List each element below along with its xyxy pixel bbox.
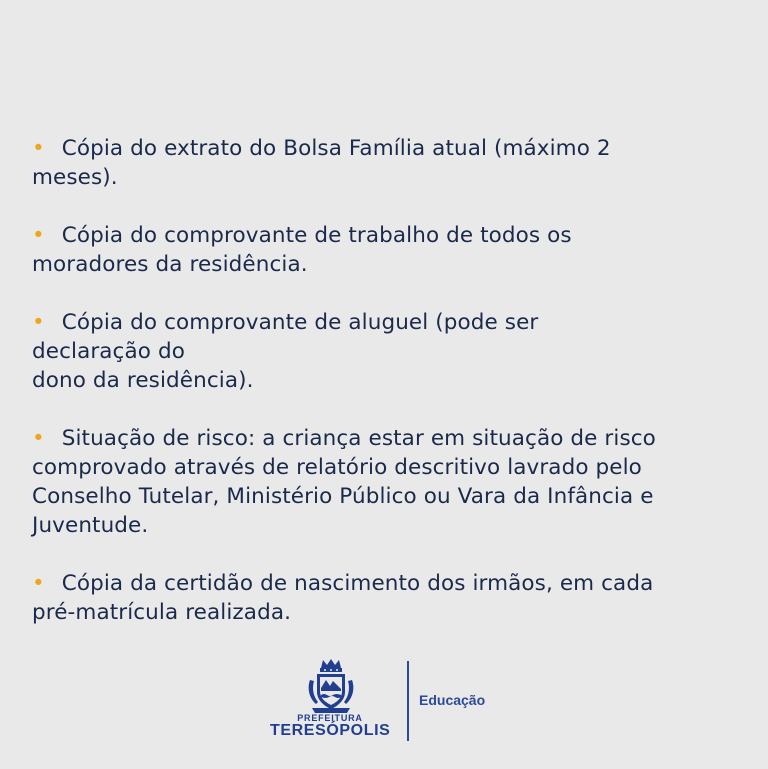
list-item-text: Cópia da certidão de nascimento dos irmãos, em cada bbox=[61, 571, 654, 596]
list-item bbox=[32, 308, 752, 395]
list-item-text: pré-matrícula realizada. bbox=[32, 600, 292, 625]
list-item bbox=[32, 569, 752, 627]
list-item-text: Cópia do comprovante de trabalho de todos os bbox=[61, 223, 572, 248]
bullet: • bbox=[32, 223, 45, 248]
bullet: • bbox=[32, 426, 45, 451]
list-item bbox=[32, 134, 752, 192]
list-item-text: Situação de risco: a criança estar em situação de risco bbox=[61, 426, 656, 451]
list-item-text: Juventude. bbox=[32, 513, 149, 538]
footer-branding bbox=[270, 658, 510, 742]
prefeitura-logo bbox=[270, 658, 390, 742]
bullet: • bbox=[32, 310, 45, 335]
logo-prefeitura-text: PREFEITURA bbox=[297, 713, 363, 723]
requirements-list bbox=[32, 134, 752, 656]
bullet: • bbox=[32, 136, 45, 161]
logo-city-name: TERESÓPOLIS bbox=[270, 722, 391, 739]
bullet: • bbox=[32, 571, 45, 596]
list-item bbox=[32, 221, 752, 279]
list-item-text: moradores da residência. bbox=[32, 252, 308, 277]
list-item bbox=[32, 424, 752, 540]
list-item-text: Cópia do extrato do Bolsa Família atual (máximo 2 bbox=[61, 136, 611, 161]
list-item-text: comprovado através de relatório descritivo lavrado pelo bbox=[32, 455, 642, 480]
list-item-text: meses). bbox=[32, 165, 118, 190]
list-item-text: declaração do bbox=[32, 339, 185, 364]
list-item-text: Cópia do comprovante de aluguel (pode ser bbox=[61, 310, 539, 335]
footer-divider bbox=[407, 661, 409, 741]
list-item-text: dono da residência). bbox=[32, 368, 254, 393]
list-item-text: Conselho Tutelar, Ministério Público ou Vara da Infância e bbox=[32, 484, 654, 509]
city-crest-icon bbox=[306, 658, 356, 714]
department-label: Educação bbox=[419, 692, 486, 708]
